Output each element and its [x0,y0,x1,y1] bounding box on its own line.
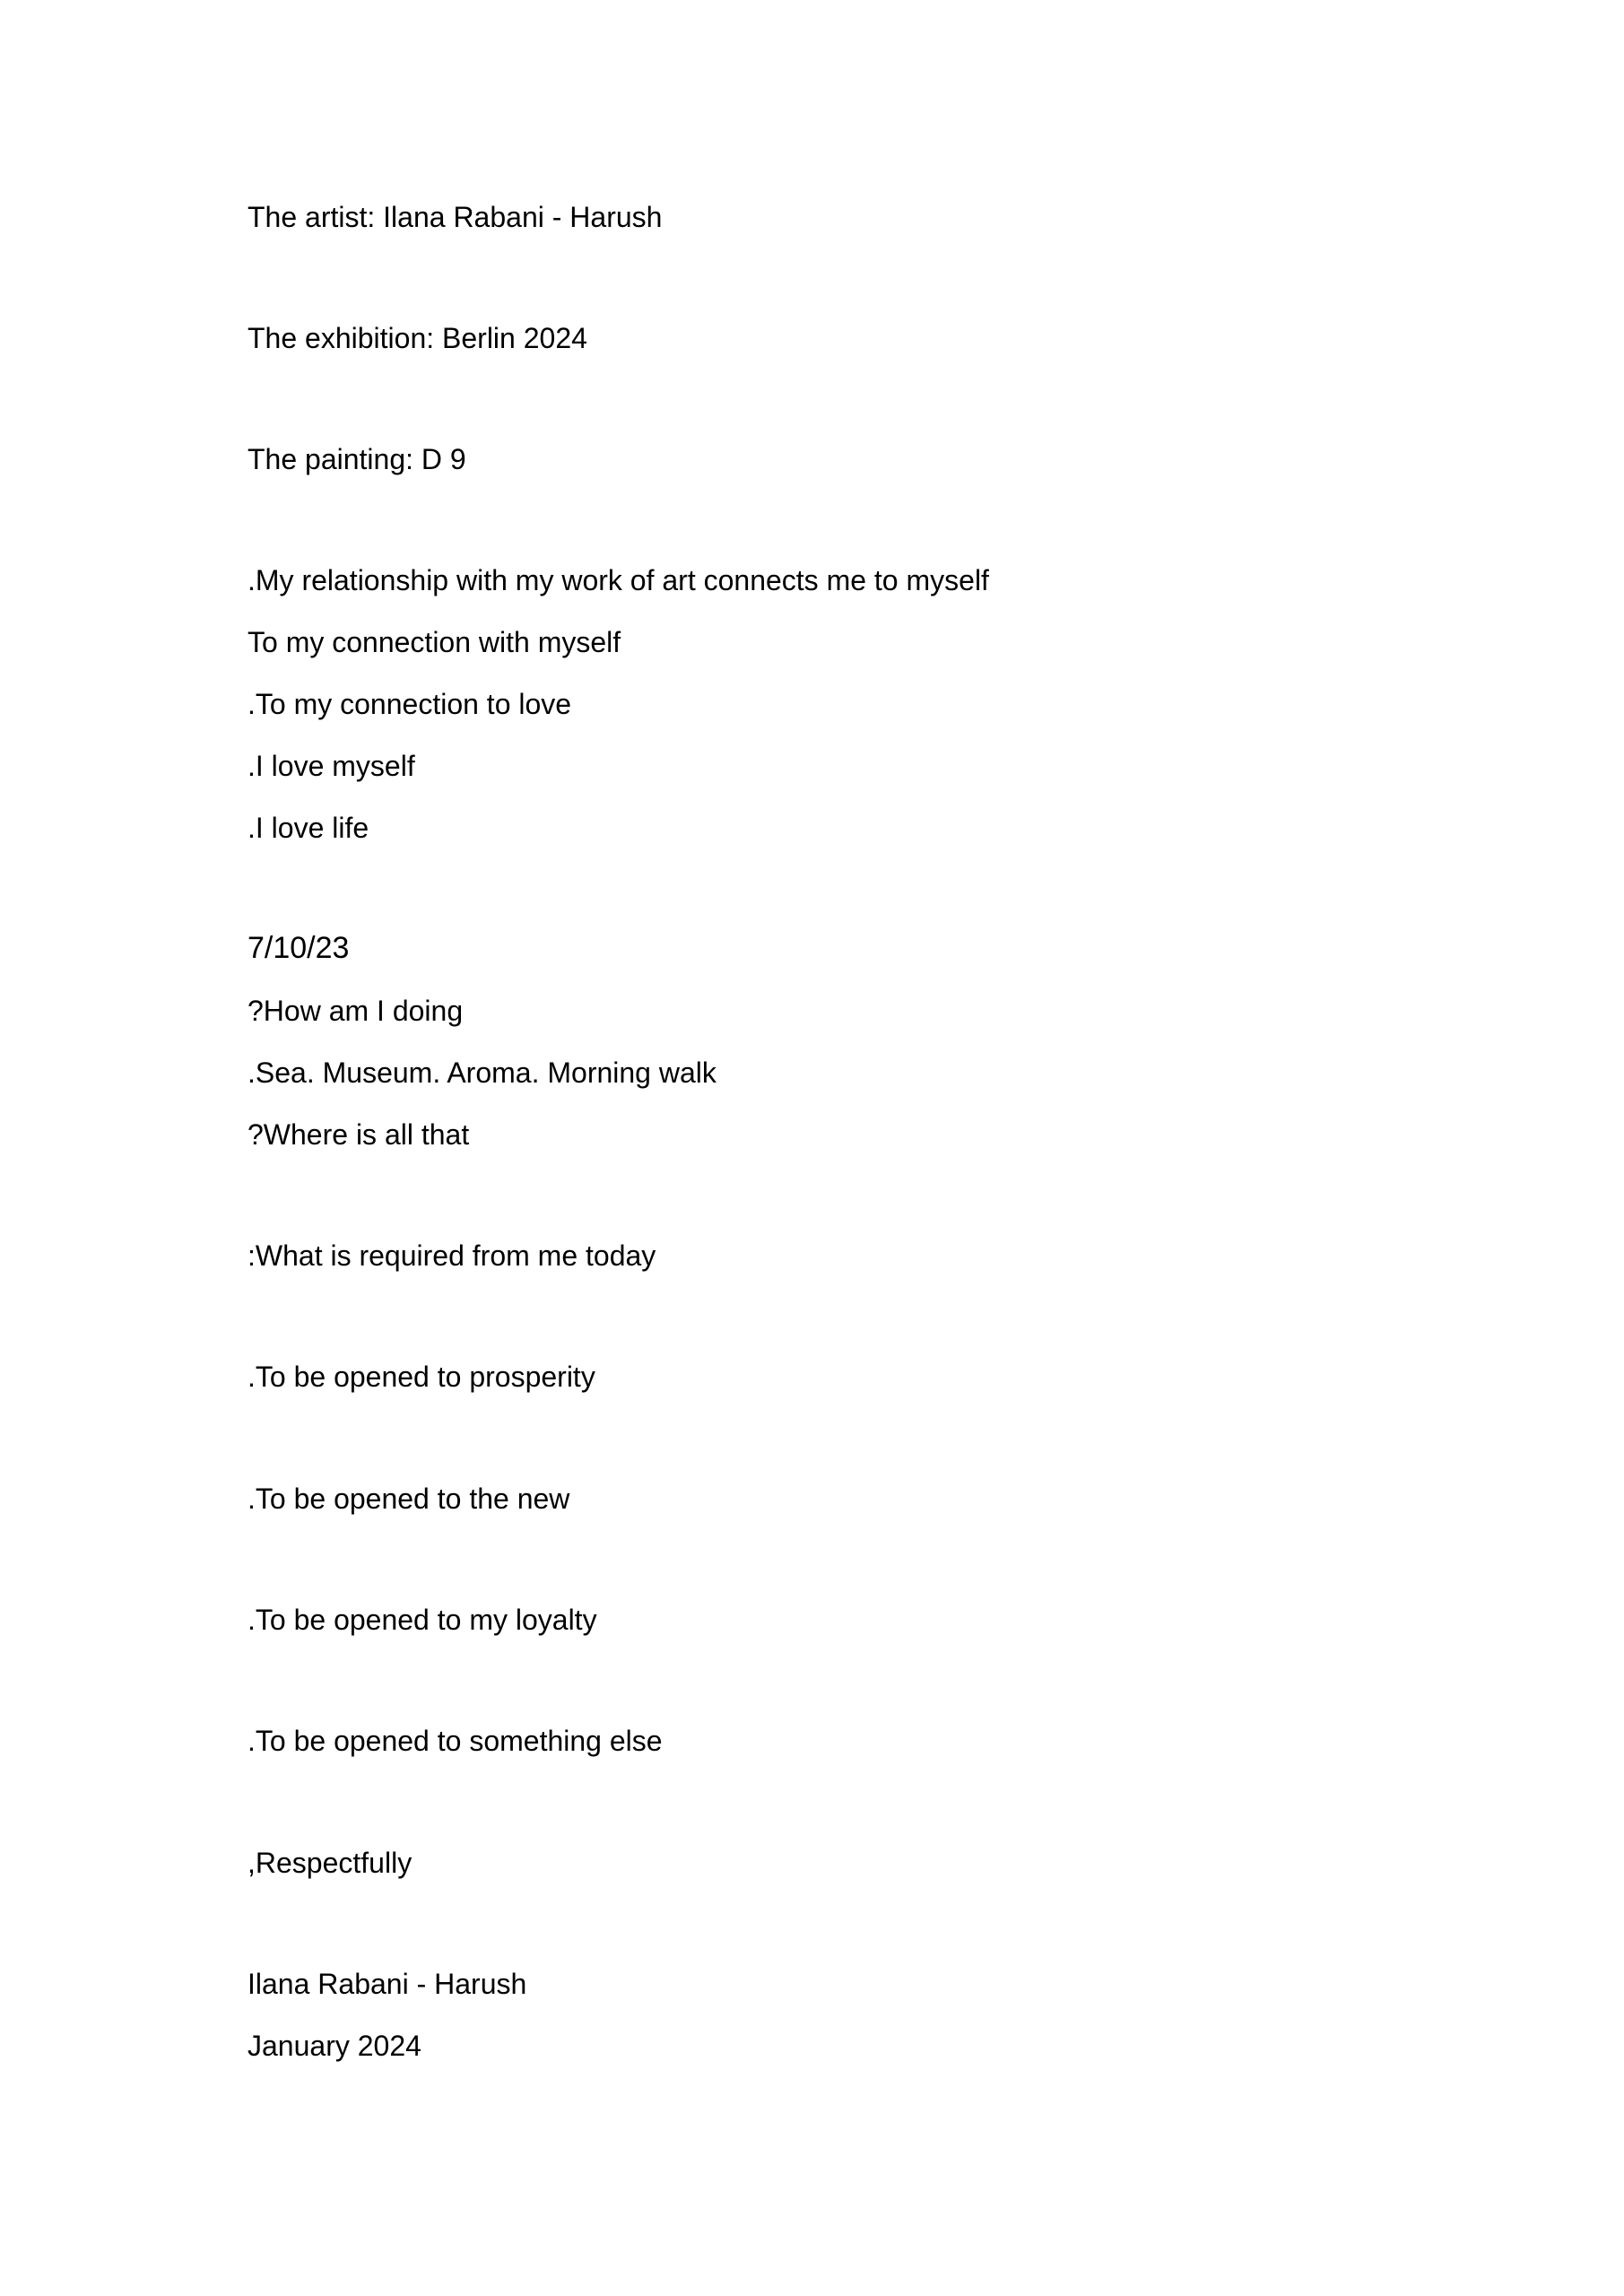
artist-line: The artist: Ilana Rabani - Harush [248,201,663,233]
stanza-1-line: .My relationship with my work of art connects me to myself [248,564,989,596]
exhibition-line: The exhibition: Berlin 2024 [248,322,587,354]
closing-line: ,Respectfully [248,1847,413,1879]
opening-line: .To be opened to something else [248,1725,663,1757]
signature-date: January 2024 [248,2030,421,2062]
opening-line: .To be opened to prosperity [248,1361,595,1393]
stanza-2-line: ?How am I doing [248,995,464,1027]
stanza-2-line: ?Where is all that [248,1118,470,1151]
opening-line: .To be opened to my loyalty [248,1604,597,1636]
entry-date: 7/10/23 [248,931,350,965]
stanza-1-line: .I love myself [248,750,415,782]
stanza-2-line: .Sea. Museum. Aroma. Morning walk [248,1057,716,1089]
stanza-1-line: .I love life [248,812,369,844]
painting-line: The painting: D 9 [248,443,466,475]
opening-line: .To be opened to the new [248,1483,570,1515]
signature-name: Ilana Rabani - Harush [248,1968,527,2000]
stanza-1-line: .To my connection to love [248,688,572,720]
stanza-1-line: To my connection with myself [248,626,621,658]
required-line: :What is required from me today [248,1239,656,1272]
